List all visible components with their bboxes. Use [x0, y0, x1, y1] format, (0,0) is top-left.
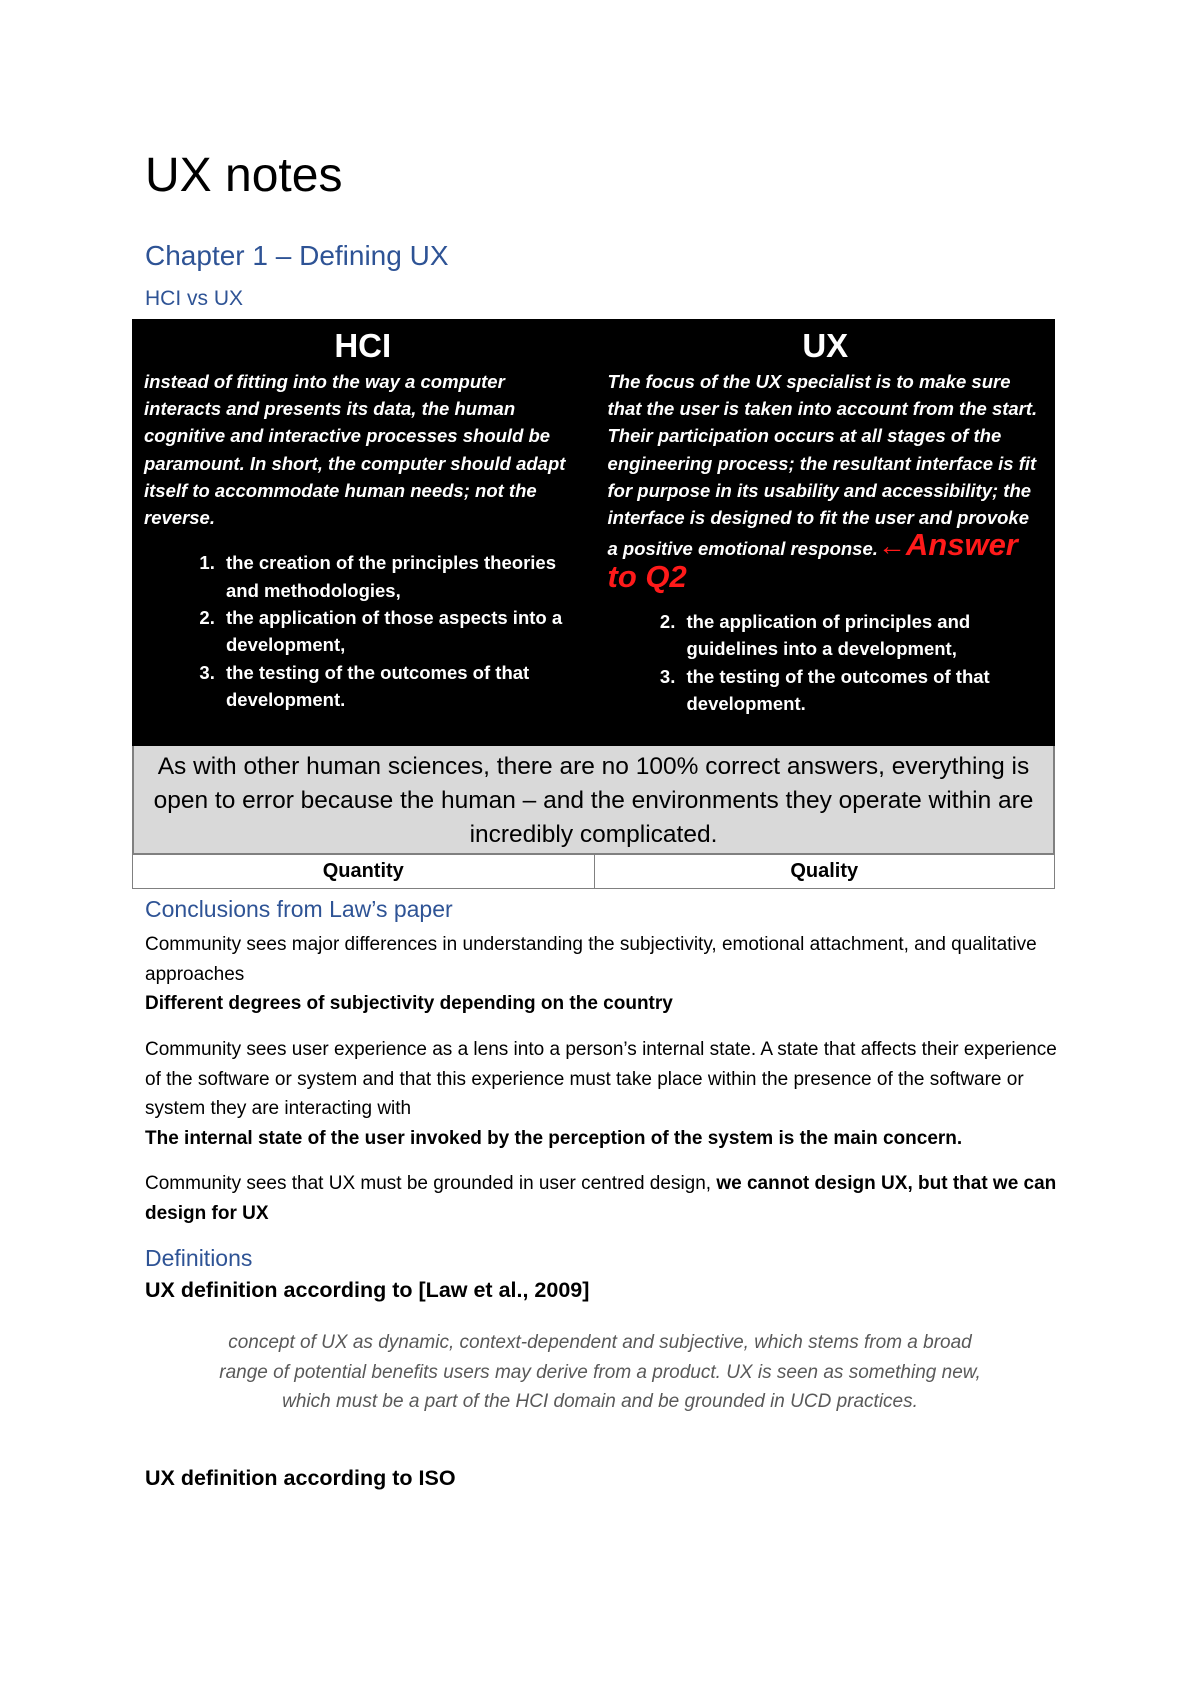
conclusion-text-3: Community sees that UX must be grounded in user centred design, [145, 1173, 712, 1194]
quantity-cell: Quantity [322, 860, 404, 882]
hci-list-item: 3. the testing of the outcomes of that development. [220, 659, 582, 714]
hci-list [144, 549, 582, 713]
ux-list-item: 2. the application of principles and guidelines into a development, [681, 608, 1044, 663]
ux-list [608, 608, 1044, 717]
quality-cell: Quality [594, 855, 1055, 888]
iso-definition-heading: UX definition according to ISO [145, 1466, 456, 1490]
ux-heading: UX [802, 327, 849, 364]
conclusion-bold-2: The internal state of the user invoked by the perception of the system is the main concern. [145, 1127, 963, 1149]
ux-column [594, 319, 1056, 746]
conclusion-paragraph-2 [145, 1035, 1065, 1153]
left-arrow-icon: ← [877, 530, 906, 562]
conclusion-text-2: Community sees user experience as a lens into a person’s internal state. A state that affects their experience of the software or system and that this experience must take place within the presence of the software or system they are interacting with [145, 1039, 1057, 1119]
document-title: UX notes [145, 149, 343, 202]
hci-column [132, 319, 594, 746]
chapter-heading: Chapter 1 – Defining UX [145, 240, 449, 271]
conclusion-bold-3: we cannot design UX, but that we can design for UX [145, 1173, 1057, 1224]
section-subheading: HCI vs UX [145, 287, 244, 310]
ux-description [608, 368, 1044, 594]
ux-description-text: The focus of the UX specialist is to make sure that the user is taken into account from the start. Their participation occurs at all stages of the engineering process; the resultant interface is fit for purpose in its usability and accessibility; the interface is designed to fit the user and provoke a positive emotional response. [607, 370, 1038, 560]
hci-vs-ux-table [132, 319, 1055, 889]
definitions-heading: Definitions [145, 1245, 253, 1271]
conclusion-text-1: Community sees major differences in understanding the subjectivity, emotional attachment, and qualitative approaches [145, 934, 1037, 985]
quantity-quality-row [132, 855, 1055, 889]
law-definition-quote: concept of UX as dynamic, context-dependent and subjective, which stems from a broad range of potential benefits users may derive from a product. UX is seen as something new, which must be a part of the HCI domain and be grounded in UCD practices. [219, 1332, 981, 1412]
conclusion-paragraph-3 [145, 1169, 1065, 1228]
human-sciences-note: As with other human sciences, there are no 100% correct answers, everything is open to error because the human – and the environments they operate within are incredibly complicated. [132, 746, 1055, 855]
hci-description: instead of fitting into the way a computer interacts and presents its data, the human cognitive and interactive processes should be paramount. In short, the computer should adapt itself to accommodate human needs; not the reverse. [144, 370, 566, 529]
hci-list-item: 1. the creation of the principles theories and methodologies, [220, 549, 582, 604]
conclusion-paragraph-1 [145, 930, 1065, 1019]
conclusions-heading: Conclusions from Law’s paper [145, 896, 453, 922]
answer-annotation: Answer to Q2 [607, 527, 1018, 594]
law-definition-heading: UX definition according to [Law et al., 2009] [145, 1278, 590, 1302]
conclusion-bold-1: Different degrees of subjectivity depending on the country [145, 993, 673, 1014]
hci-heading: HCI [334, 327, 392, 364]
hci-list-item: 2. the application of those aspects into a development, [220, 604, 582, 659]
ux-list-item: 3. the testing of the outcomes of that development. [681, 663, 1044, 718]
comparison-dark-row [132, 319, 1055, 746]
